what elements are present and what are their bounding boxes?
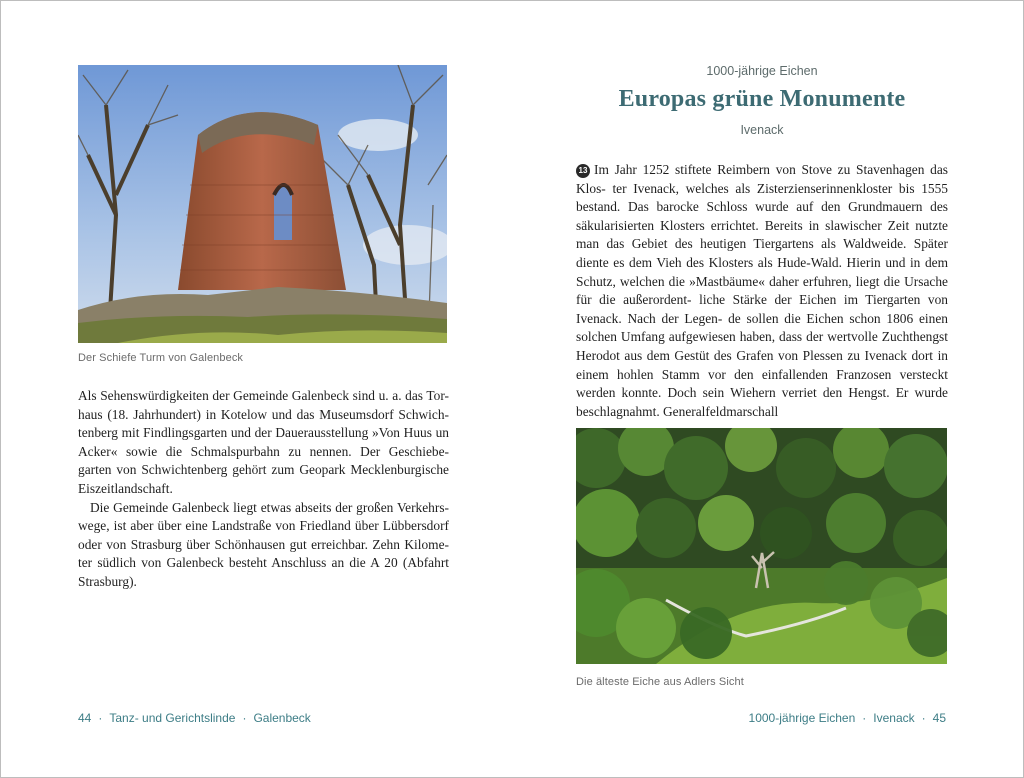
text-line: wege, ist aber über eine Landstraße von Friedland über Lübbersdorf	[78, 518, 449, 534]
text-line: Strasburg).	[78, 573, 137, 589]
text-line: liche Stärke der Eichen im Tiergarten von Ivenack. Nach der Legen-	[576, 292, 949, 326]
right-paragraph-1	[576, 161, 948, 421]
footer-separator: ·	[862, 711, 867, 725]
page-title: Europas grüne Monumente	[618, 86, 906, 112]
oak-photo-caption: Die älteste Eiche aus Adlers Sicht	[576, 676, 744, 688]
text-line: verriet den Hengst. Er wurde beschlagnahmt. Generalfeldmarschall	[576, 385, 948, 419]
tower-photo	[78, 65, 447, 343]
text-line: un Acker« sowie die Schmalspurbahn zu nennen. Der Geschiebe-	[78, 425, 449, 459]
left-paragraph-2	[78, 499, 449, 592]
footer-section: Tanz- und Gerichtslinde	[109, 711, 236, 725]
text-line: Eiszeitlandschaft.	[78, 480, 173, 496]
text-line: Im Jahr 1252 stiftete Reimbern von Stove zu Stavenhagen das Klos-	[576, 162, 948, 196]
text-line: oder von Strasburg über Schönhausen gut erreichbar. Zehn Kilome-	[78, 536, 449, 552]
left-footer	[78, 711, 311, 725]
text-line: »Mastbäume« daher erfuhren, liegt die Ursache für die außerordent-	[576, 273, 948, 308]
text-line: de sollen die Eichen schon 1806 einen solchen Umfang aufgewiesen	[576, 310, 948, 345]
text-line: Als Sehenswürdigkeiten der Gemeinde Galenbeck sind u. a. das Tor-	[78, 388, 449, 403]
text-line: Das barocke Schloss wurde auf den Grundmauern des säkularisierten	[576, 199, 948, 233]
text-line: Grafen von Plessen zu Ivenack dort in einem hohlen Stamm vor den	[576, 347, 948, 382]
right-footer	[749, 711, 946, 725]
text-line: einfallenden Franzosen versteckt werden konnte. Doch sein Wiehern	[576, 366, 948, 401]
footer-place: Galenbeck	[253, 711, 311, 725]
tower-photo-caption: Der Schiefe Turm von Galenbeck	[78, 352, 244, 364]
text-line: haben, dass der wertvolle Zuchthengst Herodot aus dem Gestüt des	[576, 329, 948, 363]
oak-aerial-photo	[576, 428, 947, 664]
text-line: ter Ivenack, welches als Zisterzienserinnenkloster bis 1555 bestand.	[576, 180, 948, 215]
footer-separator: ·	[921, 711, 926, 725]
text-line: garten von Schwichtenberg gehört zum Geopark Mecklenburgische	[78, 462, 449, 478]
text-line: Klosters errichtet. Bereits in slawischer Zeit nutzte man das Gebiet	[576, 217, 948, 252]
page-number: 45	[932, 711, 946, 725]
footer-separator: ·	[98, 711, 103, 725]
text-line: haus (18. Jahrhundert) in Kotelow und das Museumsdorf Schwich-	[78, 406, 449, 422]
left-paragraph-1	[78, 387, 449, 499]
right-body-text	[576, 161, 948, 421]
footer-place: Ivenack	[873, 711, 915, 725]
text-line: ter südlich von Galenbeck besteht Anschluss an die A 20 (Abfahrt	[78, 555, 449, 571]
text-line: des heutigen Tiergartens als Waldweide. Später diente es dem Vieh	[576, 236, 948, 270]
text-line: tenberg mit Findlingsgarten und der Dauerausstellung »Von Huus	[78, 425, 432, 441]
page-number: 44	[78, 711, 92, 725]
location-subtitle: Ivenack	[740, 123, 784, 137]
footer-separator: ·	[242, 711, 247, 725]
footer-section: 1000-jährige Eichen	[748, 711, 856, 725]
section-kicker: 1000-jährige Eichen	[706, 64, 818, 78]
left-body-text	[78, 387, 449, 592]
numbered-marker-icon: 13	[576, 164, 590, 178]
text-line: des Klosters als Hude-Wald. Hierin und in dem Schutz, welchen die	[576, 254, 948, 289]
text-line: Die Gemeinde Galenbeck liegt etwas abseits der großen Verkehrs-	[90, 499, 449, 515]
